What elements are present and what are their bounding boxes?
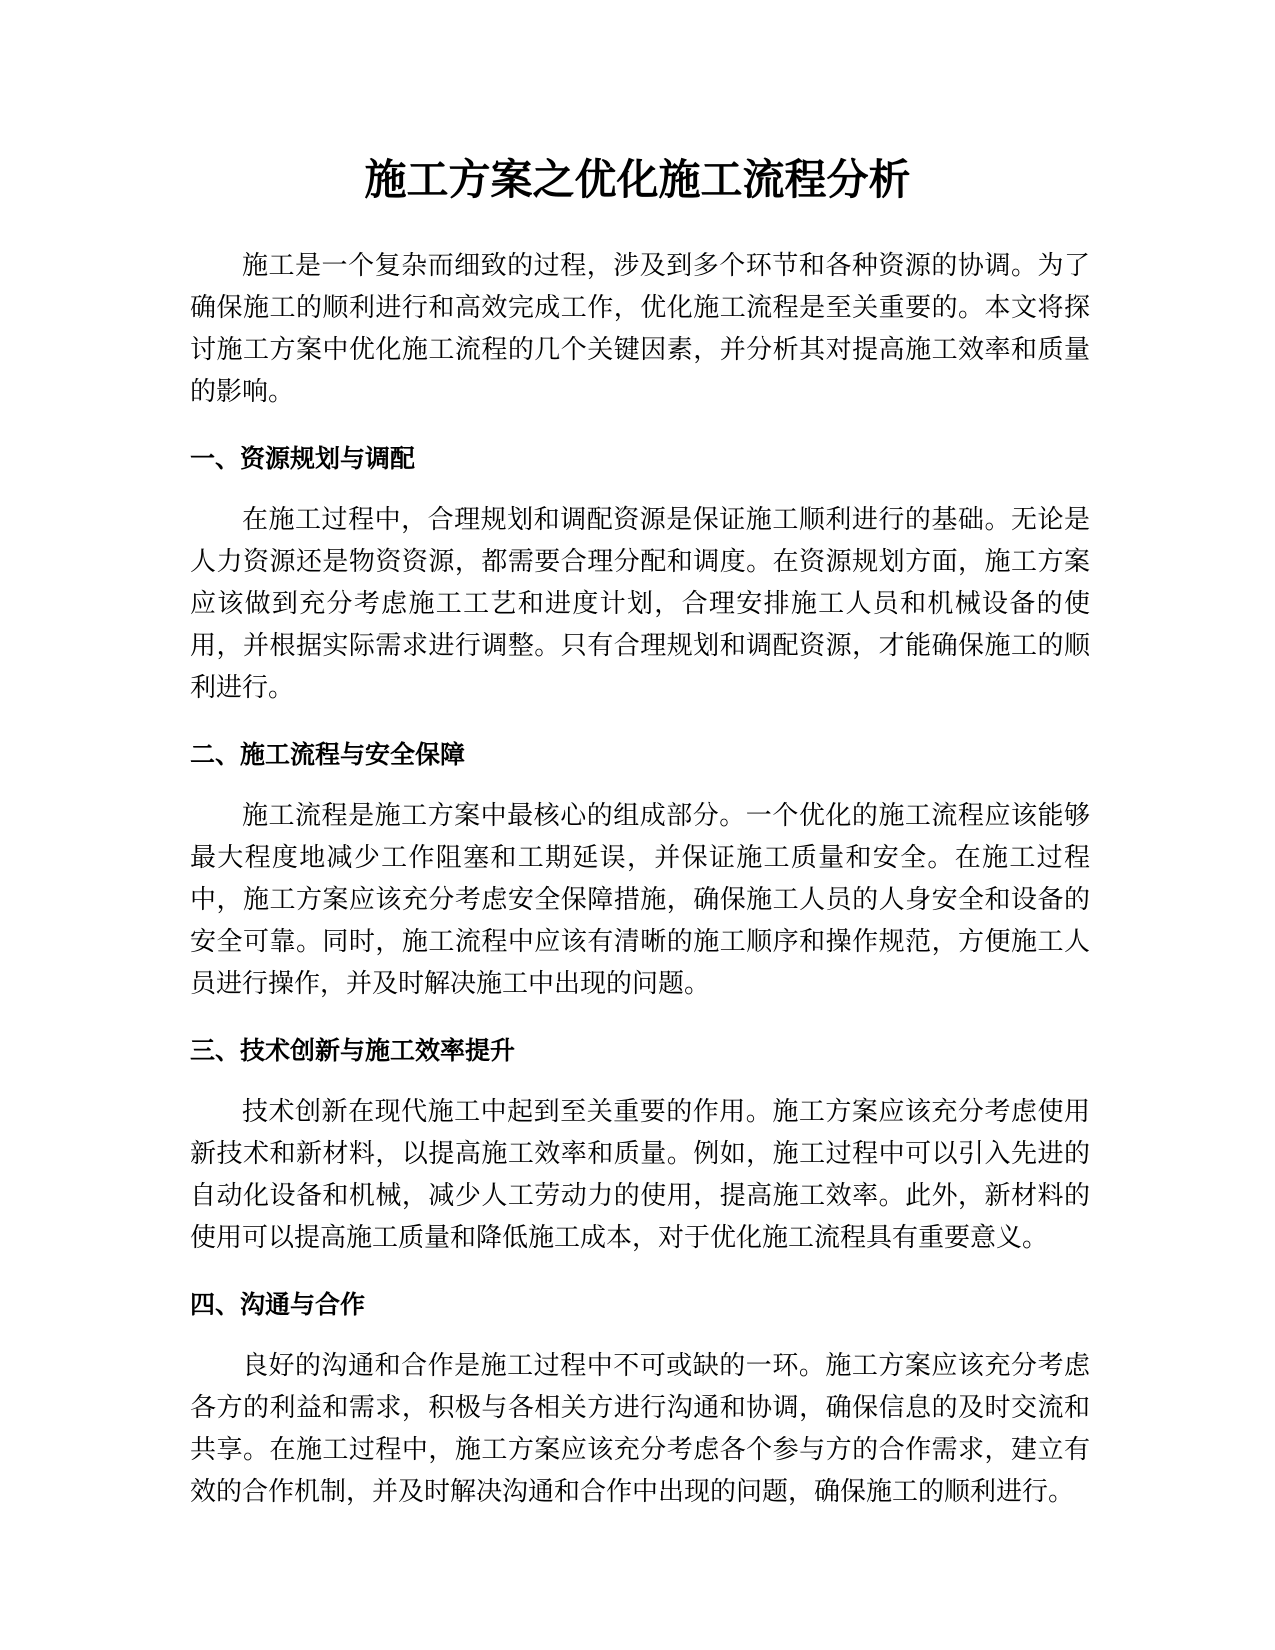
section-communication (190, 1285, 1090, 1513)
section-heading: 一、资源规划与调配 (190, 444, 416, 473)
section-heading: 三、技术创新与施工效率提升 (190, 1036, 516, 1065)
section-process-safety (190, 735, 1090, 1005)
document-title: 施工方案之优化施工流程分析 (364, 155, 911, 204)
section-resource-planning (190, 439, 1090, 709)
section-paragraph: 施工流程是施工方案中最核心的组成部分。一个优化的施工流程应该能够最大程度地减少工作阻塞和工期延误，并保证施工质量和安全。在施工过程中，施工方案应该充分考虑安全保障措施，确保施工人员的人身安全和设备的安全可靠。同时，施工流程中应该有清晰的施工顺序和操作规范，方便施工人员进行操作，并及时解决施工中出现的问题。 (190, 801, 1090, 999)
section-paragraph: 良好的沟通和合作是施工过程中不可或缺的一环。施工方案应该充分考虑各方的利益和需求，积极与各相关方进行沟通和协调，确保信息的及时交流和共享。在施工过程中，施工方案应该充分考虑各个参与方的合作需求，建立有效的合作机制，并及时解决沟通和合作中出现的问题，确保施工的顺利进行。 (190, 1351, 1090, 1507)
section-paragraph: 在施工过程中，合理规划和调配资源是保证施工顺利进行的基础。无论是人力资源还是物资资源，都需要合理分配和调度。在资源规划方面，施工方案应该做到充分考虑施工工艺和进度计划，合理安排施工人员和机械设备的使用，并根据实际需求进行调整。只有合理规划和调配资源，才能确保施工的顺利进行。 (190, 505, 1090, 703)
section-heading: 四、沟通与合作 (190, 1290, 366, 1319)
intro-paragraph: 施工是一个复杂而细致的过程，涉及到多个环节和各种资源的协调。为了确保施工的顺利进行和高效完成工作，优化施工流程是至关重要的。本文将探讨施工方案中优化施工流程的几个关键因素，并分析其对提高施工效率和质量的影响。 (190, 251, 1090, 407)
document-body (190, 245, 1090, 1513)
section-paragraph: 技术创新在现代施工中起到至关重要的作用。施工方案应该充分考虑使用新技术和新材料，以提高施工效率和质量。例如，施工过程中可以引入先进的自动化设备和机械，减少人工劳动力的使用，提高施工效率。此外，新材料的使用可以提高施工质量和降低施工成本，对于优化施工流程具有重要意义。 (190, 1097, 1090, 1253)
section-tech-innovation (190, 1031, 1090, 1259)
section-heading: 二、施工流程与安全保障 (190, 740, 466, 769)
